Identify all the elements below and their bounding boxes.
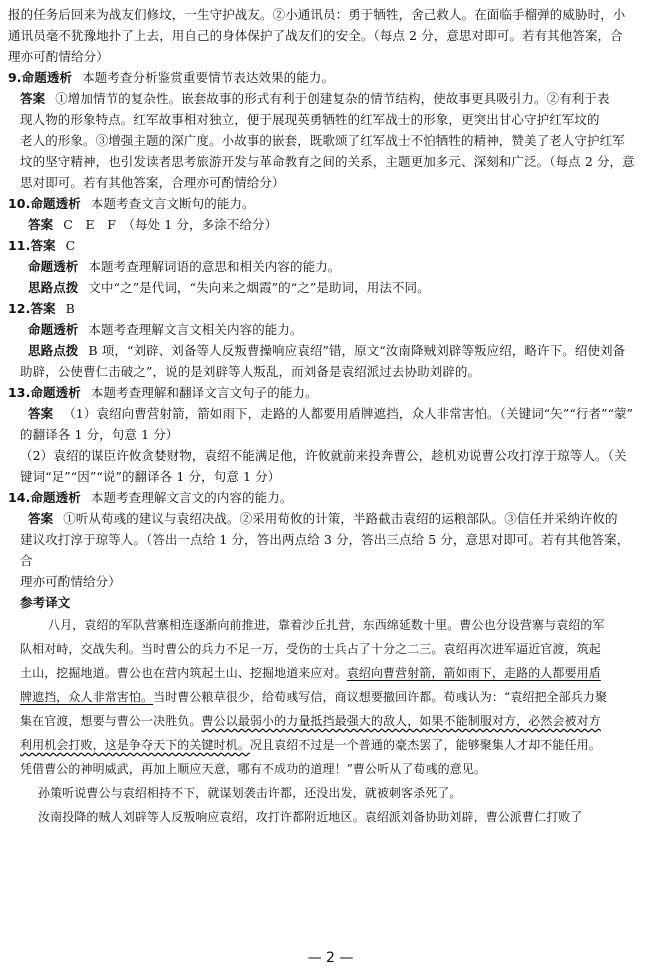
hint-text: 文中“之”是代词，“失向来之烟霞”的“之”是助词，用法不同。 [88, 280, 430, 295]
answer-text: B [65, 301, 75, 316]
wavy-underlined-sentence: 利用机会打败，这是争夺天下的关键时机。 [20, 738, 250, 752]
label-answer: 答案 [28, 511, 54, 526]
question-12 [8, 298, 639, 382]
question-number: 9. [8, 70, 22, 85]
underlined-sentence: 袁绍向曹营射箭，箭如雨下，走路的人都要用盾 [346, 666, 601, 680]
underlined-sentence: 牌遮挡，众人非常害怕。 [20, 690, 154, 704]
hint-text: B 项，“刘辟、刘备等人反叛曹操响应袁绍”错，原文“汝南降贼刘辟等叛应绍，略许下。绍使刘备 [88, 343, 626, 358]
page-number: — 2 — [307, 950, 354, 966]
answer-text: ①听从荀彧的建议与袁绍决战。②采用荀攸的计策，半路截击袁绍的运粮部队。③信任并采纳许攸的 [63, 511, 618, 526]
analysis-text: 本题考查理解词语的意思和相关内容的能力。 [88, 259, 341, 274]
label-answer: 答案 [30, 301, 56, 316]
analysis-text: 本题考查理解文言文相关内容的能力。 [88, 322, 303, 337]
answer-text: 思对即可。若有其他答案，合理亦可酌情给分） [20, 175, 285, 190]
translation-line: 队相对峙，交战失利。当时曹公的兵力不足一万，受伤的士兵占了十分之二三。袁绍再次进军逼近官渡，筑起 [20, 642, 601, 656]
question-number: 13. [8, 385, 31, 400]
q8-continuation [8, 4, 639, 67]
question-number: 14. [8, 490, 31, 505]
text-line: 理亦可酌情给分） [8, 49, 109, 64]
translation-text: 当时曹公粮草很少，给荀彧写信，商议想要撤回许都。荀彧认为：“袁绍把全部兵力聚 [153, 690, 608, 704]
answer-text: 键词“足”“因”“说”的翻译各 1 分，句意 1 分） [20, 469, 281, 484]
answer-text: 理亦可酌情给分） [20, 574, 121, 589]
label-answer: 答案 [28, 406, 54, 421]
question-number: 11. [8, 238, 31, 253]
translation-line: 孙策听说曹公与袁绍相持不下，就谋划袭击许都，还没出发，就被刺客杀死了。 [38, 786, 462, 800]
label-hint: 思路点拨 [28, 343, 79, 358]
label-analysis: 命题透析 [21, 70, 73, 85]
answer-text: 建议攻打淳于琼等人。（答出一点给 1 分，答出两点给 3 分，答出三点给 5 分，意思对即可。若有其他答案，合 [20, 532, 630, 568]
hint-text: 助辟，公使曹仁击破之”，说的是刘辟等人叛乱，而刘备是袁绍派过去协助刘辟的。 [20, 364, 481, 379]
question-11 [8, 235, 639, 298]
wavy-underlined-sentence: 曹公以最弱小的力量抵挡最强大的敌人，如果不能制服对方，必然会被对方 [201, 714, 601, 728]
answer-text: C E F （每处 1 分，多涂不给分） [63, 217, 278, 232]
translation-line: 凭借曹公的神明威武，再加上顺应天意，哪有不成功的道理！”曹公听从了荀彧的意见。 [20, 762, 487, 776]
question-14 [8, 487, 639, 613]
answer-text: 老人的形象。③增强主题的深广度。小故事的嵌套，既歌颂了红军战士不怕牺牲的精神，赞美了老人守护红军 [20, 133, 625, 148]
label-analysis: 命题透析 [30, 385, 81, 400]
analysis-text: 本题考查理解文言文的内容的能力。 [90, 490, 293, 505]
label-analysis: 命题透析 [30, 196, 81, 211]
text-line: 通讯员毫不犹豫地扑了上去，用自己的身体保护了战友们的安全。（每点 2 分，意思对即可。若有其他答案，合 [8, 28, 623, 43]
label-answer: 答案 [28, 217, 54, 232]
analysis-text: 本题考查理解和翻译文言文句子的能力。 [90, 385, 318, 400]
text-line: 报的任务后回来为战友们修坟，一生守护战友。②小通讯员：勇于牺牲，舍己救人。在面临手榴弹的威胁时，小 [8, 7, 626, 22]
label-hint: 思路点拨 [28, 280, 79, 295]
answer-text: （1）袁绍向曹营射箭，箭如雨下，走路的人都要用盾牌遮挡，众人非常害怕。（关键词“矢”“行者”“蒙” [63, 406, 634, 421]
label-analysis: 命题透析 [30, 490, 81, 505]
question-9 [8, 67, 639, 193]
label-analysis: 命题透析 [28, 259, 79, 274]
answer-text: 的翻译各 1 分，句意 1 分） [20, 427, 179, 442]
translation-line: 汝南投降的贼人刘辟等人反叛响应袁绍，攻打许都附近地区。袁绍派刘备协助刘辟，曹公派曹仁打败了 [38, 810, 583, 824]
translation-title: 参考译文 [20, 595, 71, 610]
label-answer: 答案 [30, 238, 56, 253]
translation-text: 土山，挖掘地道。曹公也在营内筑起土山、挖掘地道来应对。 [20, 666, 347, 680]
translation-line: 八月，袁绍的军队营寨相连逐渐向前推进，靠着沙丘扎营，东西绵延数十里。曹公也分设营寨与袁绍的军 [48, 618, 605, 632]
question-10 [8, 193, 639, 235]
reference-translation [8, 613, 639, 829]
question-number: 10. [8, 196, 31, 211]
question-number: 12. [8, 301, 31, 316]
analysis-text: 本题考查分析鉴赏重要情节表达效果的能力。 [82, 70, 335, 85]
label-answer: 答案 [20, 91, 46, 106]
answer-text: C [65, 238, 76, 253]
answer-text: 现人物的形象特点。红军故事相对独立，便于展现英勇牺牲的红军战士的形象，更突出甘心守护红军坟的 [20, 112, 600, 127]
question-13 [8, 382, 639, 487]
analysis-text: 本题考查文言文断句的能力。 [90, 196, 255, 211]
answer-text: （2）袁绍的谋臣许攸贪婪财物，袁绍不能满足他，许攸就前来投奔曹公，趁机劝说曹公攻打淳于琼等人。（关 [20, 448, 627, 463]
translation-text: 集在官渡，想要与曹公一决胜负。 [20, 714, 202, 728]
label-analysis: 命题透析 [28, 322, 79, 337]
translation-text: 况且袁绍不过是一个普通的豪杰罢了，能够聚集人才却不能任用。 [249, 738, 601, 752]
answer-text: ①增加情节的复杂性。嵌套故事的形式有利于创建复杂的情节结构，使故事更具吸引力。②有利于表 [55, 91, 610, 106]
answer-text: 坟的坚守精神，也引发读者思考旅游开发与革命教育之间的关系，主题更加多元、深刻和广泛。（每点 2 分，意 [20, 154, 635, 169]
